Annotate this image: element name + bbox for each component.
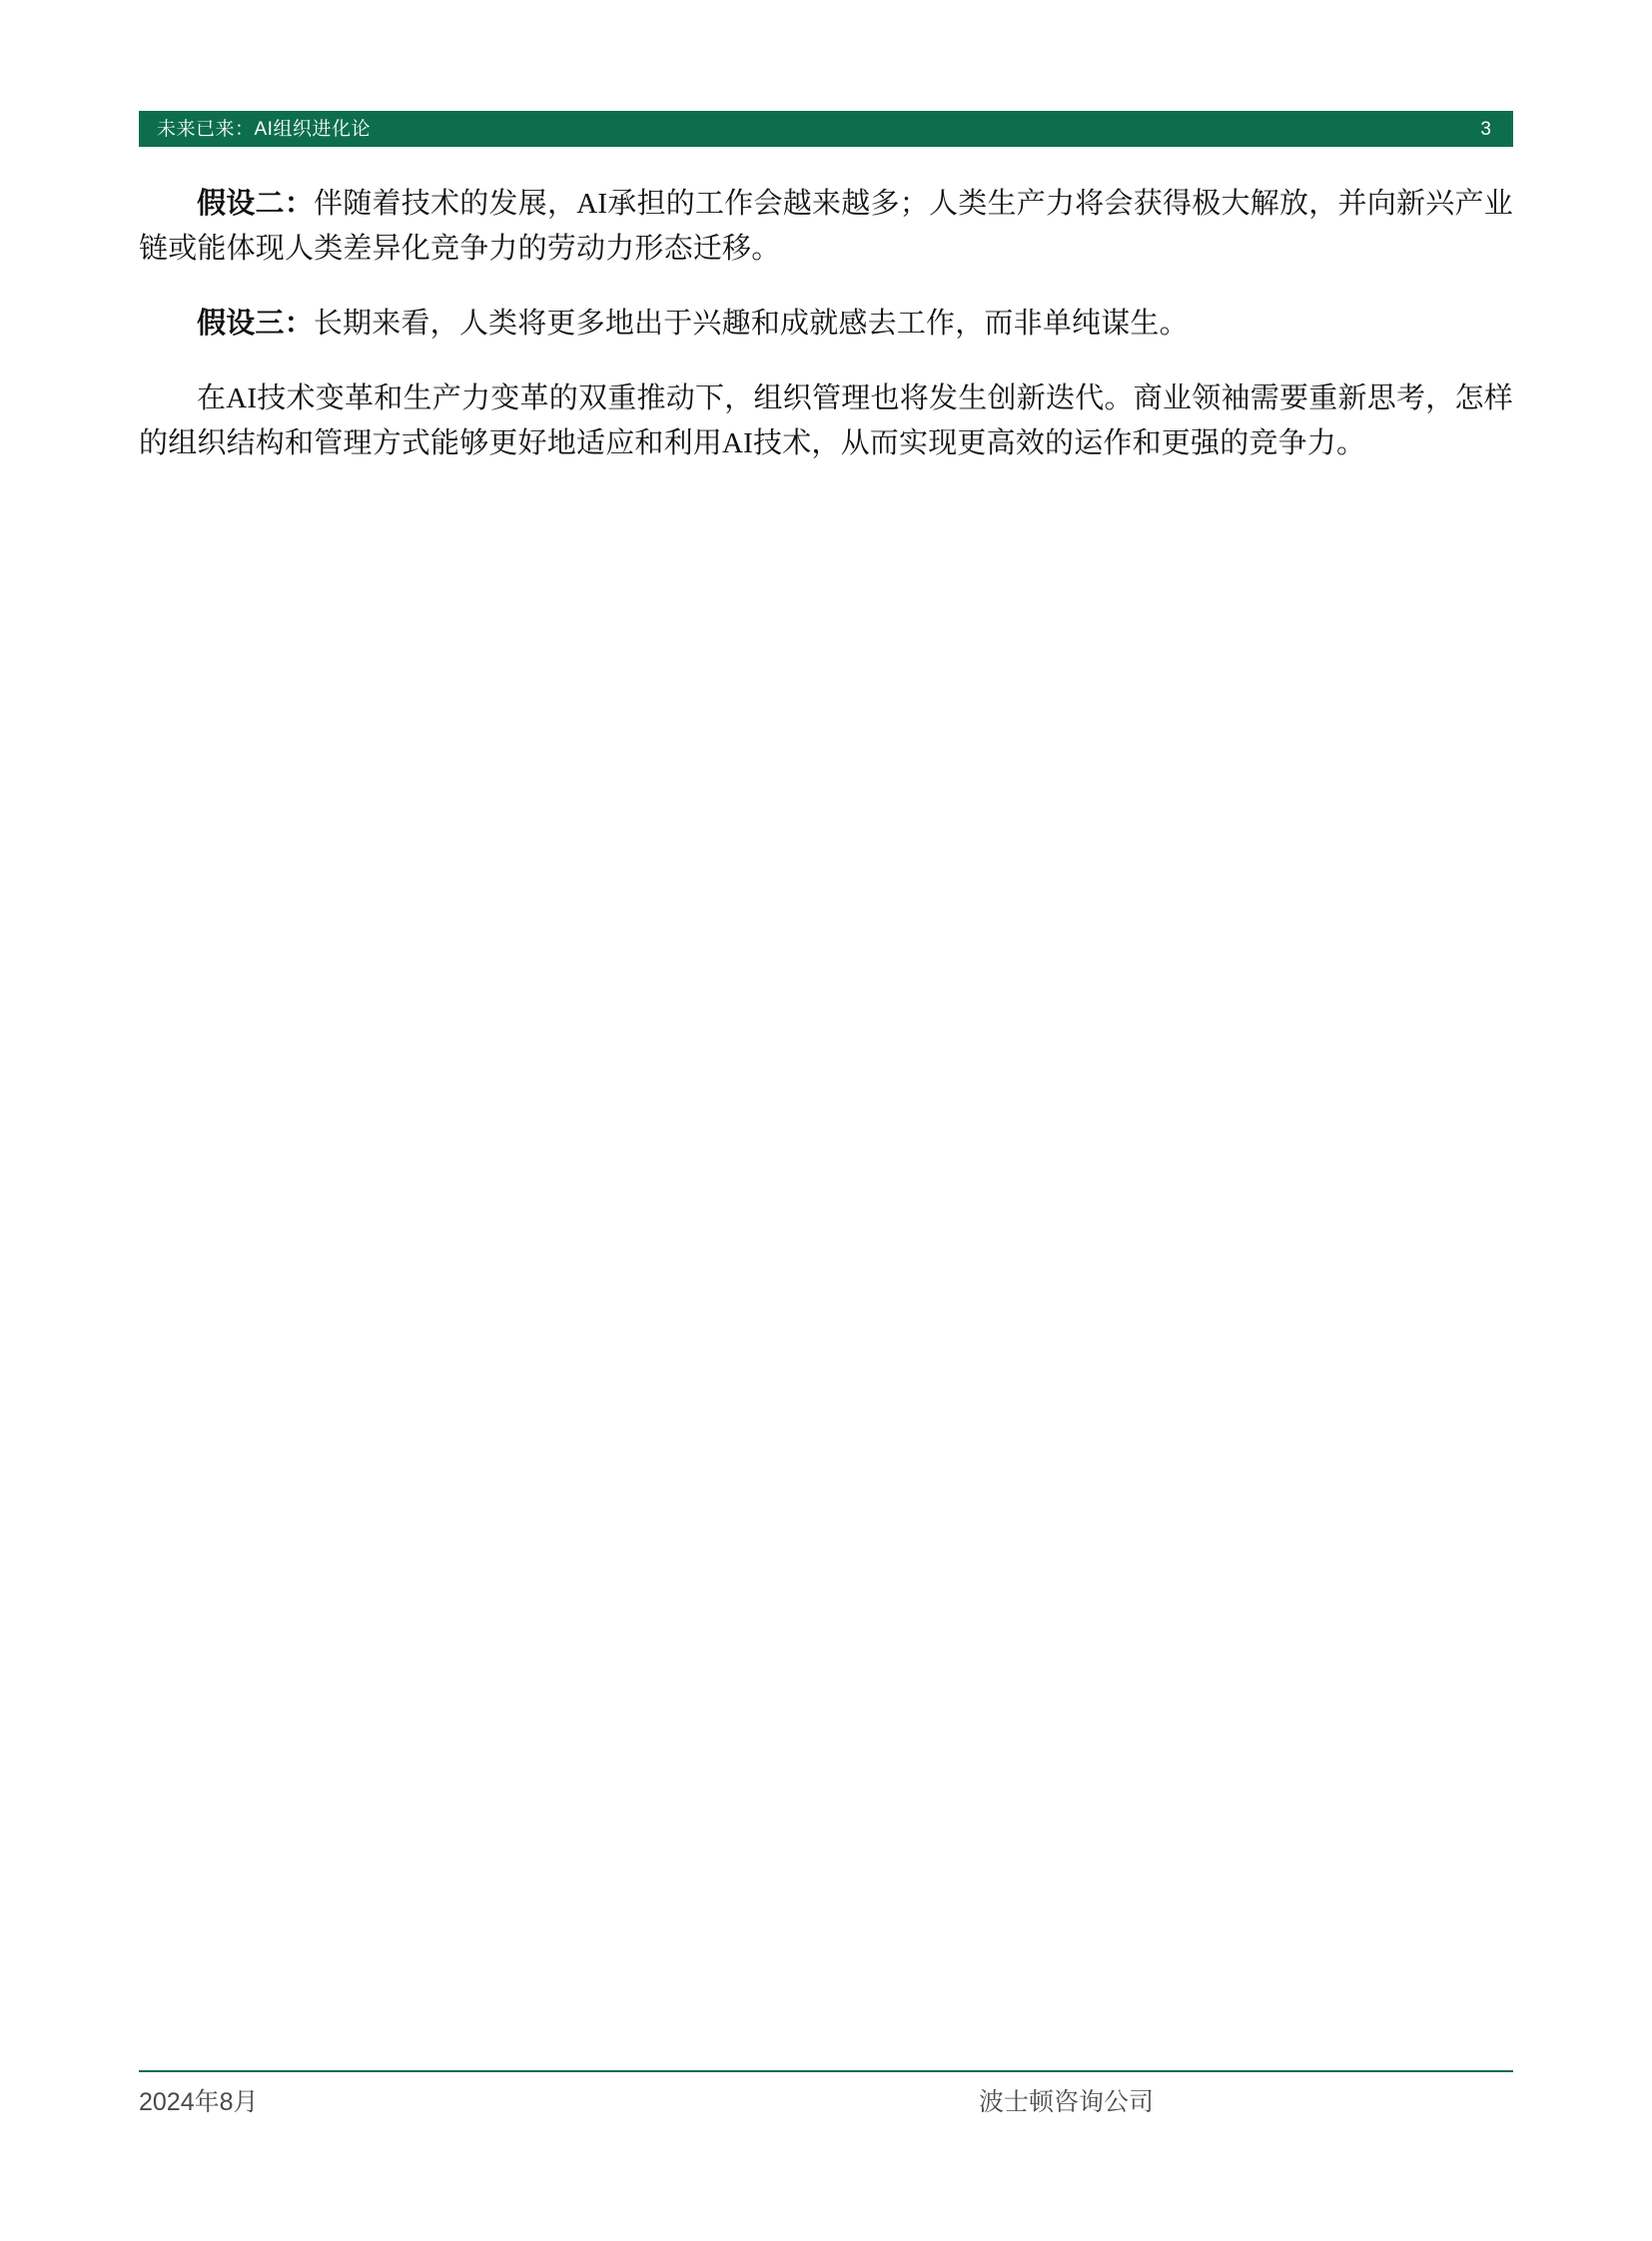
paragraph-text: 长期来看，人类将更多地出于兴趣和成就感去工作，而非单纯谋生。 — [313, 307, 1189, 340]
page-number: 3 — [1480, 118, 1491, 140]
paragraph-lead: 假设二： — [197, 188, 314, 220]
document-title: 未来已来：AI组织进化论 — [157, 118, 371, 140]
page-footer — [139, 2087, 1513, 2117]
footer-date: 2024年8月 — [139, 2088, 259, 2116]
paragraph-lead: 假设三： — [197, 307, 314, 340]
page-content — [139, 182, 1513, 466]
paragraph-closing — [139, 376, 1513, 466]
footer-divider — [139, 2070, 1513, 2072]
paragraph-text: 在AI技术变革和生产力变革的双重推动下，组织管理也将发生创新迭代。商业领袖需要重新思考，怎样的组织结构和管理方式能够更好地适应和利用AI技术，从而实现更高效的运作和更强的竞争力。 — [139, 381, 1513, 459]
paragraph-text: 伴随着技术的发展，AI承担的工作会越来越多；人类生产力将会获得极大解放，并向新兴产业链或能体现人类差异化竞争力的劳动力形态迁移。 — [139, 188, 1513, 265]
page-header-band — [139, 111, 1513, 147]
footer-organization: 波士顿咨询公司 — [978, 2088, 1154, 2116]
paragraph-assumption-two — [139, 182, 1513, 272]
paragraph-assumption-three — [139, 302, 1513, 347]
